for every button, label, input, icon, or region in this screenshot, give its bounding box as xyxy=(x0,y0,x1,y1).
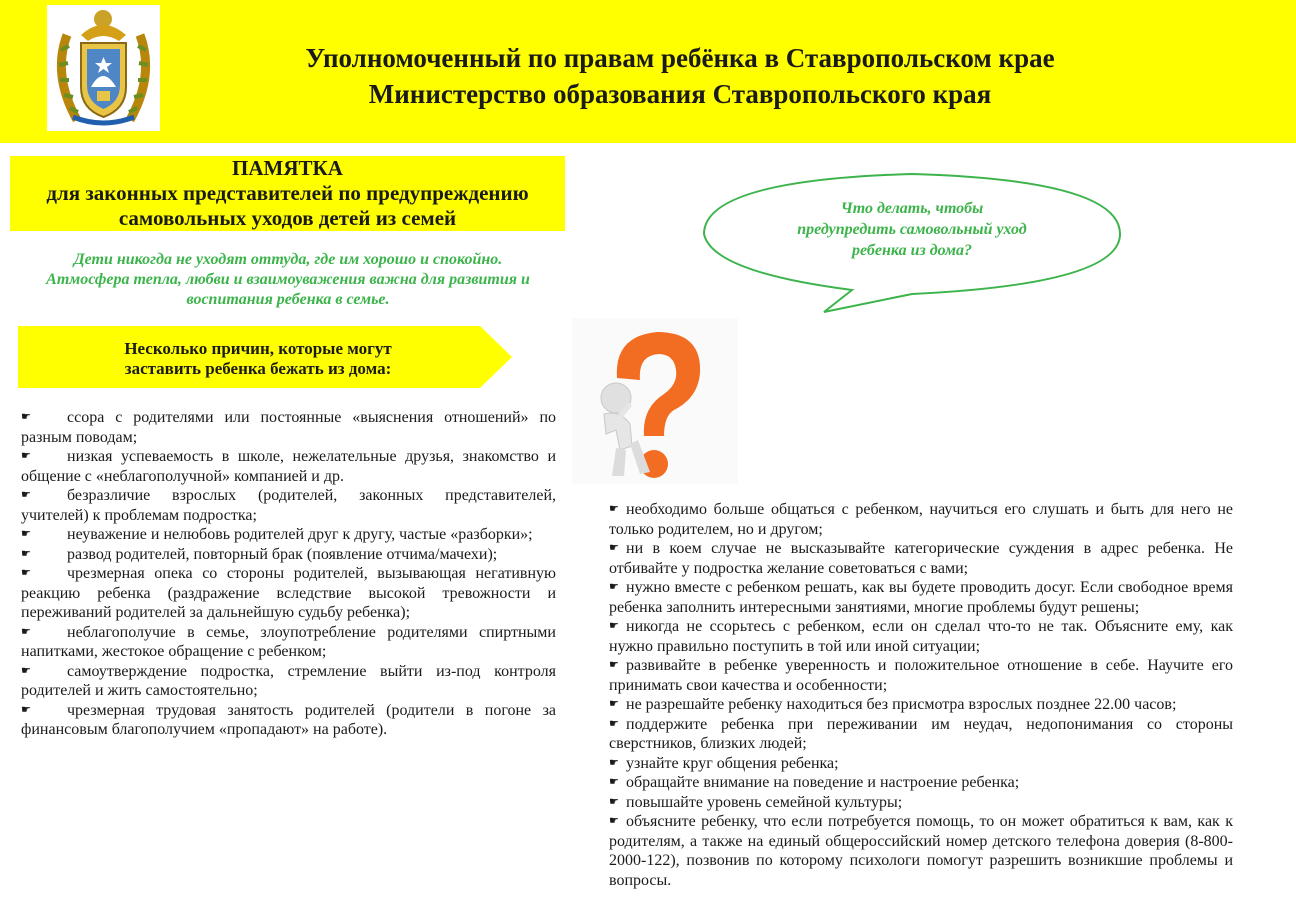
advice-text: необходимо больше общаться с ребенком, научиться его слушать и быть для него не только родителем, но и другом; xyxy=(609,501,1233,538)
bubble-line1: Что делать, чтобы xyxy=(840,200,984,217)
advice-text: развивайте в ребенке уверенность и положительное отношение в себе. Научите его принимать свои качества и особенности; xyxy=(609,657,1233,694)
list-item xyxy=(21,545,556,565)
list-item xyxy=(609,812,1233,890)
reason-text: самоутверждение подростка, стремление выйти из-под контроля родителей и жить самостоятельно; xyxy=(21,662,556,699)
list-item xyxy=(609,617,1233,656)
hand-pointer-icon: ☛ xyxy=(609,698,619,710)
hand-pointer-icon: ☛ xyxy=(609,503,619,515)
memo-title: ПАМЯТКА xyxy=(232,156,343,180)
hand-pointer-icon: ☛ xyxy=(21,489,31,501)
header-title xyxy=(200,40,1160,112)
advice-text: поддержите ребенка при переживании им неудач, недопонимания со стороны сверстников, близких людей; xyxy=(609,715,1233,752)
hand-pointer-icon: ☛ xyxy=(609,795,619,808)
hand-pointer-icon: ☛ xyxy=(21,528,31,540)
hand-pointer-icon: ☛ xyxy=(609,581,619,593)
hand-pointer-icon: ☛ xyxy=(609,776,619,788)
list-item xyxy=(21,662,556,701)
list-item xyxy=(609,773,1233,793)
advice-text: обращайте внимание на поведение и настроение ребенка; xyxy=(626,774,1020,791)
speech-bubble xyxy=(702,172,1122,317)
list-item xyxy=(609,793,1233,813)
hand-pointer-icon: ☛ xyxy=(21,450,31,462)
intro-line2: Атмосфера тепла, любви и взаимоуважения важна для развития и xyxy=(46,271,530,288)
list-item xyxy=(609,715,1233,754)
reason-text: низкая успеваемость в школе, нежелательные друзья, знакомство и общение с «неблагополучной» компанией и др. xyxy=(21,448,556,485)
hand-pointer-icon: ☛ xyxy=(21,567,31,579)
hand-pointer-icon: ☛ xyxy=(21,547,31,560)
reason-text: чрезмерная трудовая занятость родителей (родители в погоне за финансовым благополучием «пропадают» на работе). xyxy=(21,701,556,738)
list-item xyxy=(21,408,556,447)
reason-text: чрезмерная опека со стороны родителей, вызывающая негативную реакцию ребенка (раздражение вследствие высокой тревожности и переживаний родителей за дальнейшую судьбу ребенка); xyxy=(21,565,556,621)
list-item xyxy=(609,539,1233,578)
list-item xyxy=(21,564,556,623)
hand-pointer-icon: ☛ xyxy=(21,703,31,716)
advice-text: не разрешайте ребенку находиться без присмотра взрослых позднее 22.00 часов; xyxy=(626,696,1177,713)
list-item xyxy=(609,656,1233,695)
reasons-heading-arrow xyxy=(18,326,512,388)
hand-pointer-icon: ☛ xyxy=(609,756,619,769)
memo-subtitle-line1: для законных представителей по предупреждению xyxy=(46,181,529,205)
list-item xyxy=(609,695,1233,715)
list-item xyxy=(609,578,1233,617)
hand-pointer-icon: ☛ xyxy=(21,664,31,677)
reason-text: безразличие взрослых (родителей, законных представителей, учителей) к проблемам подростка; xyxy=(21,487,556,524)
header-title-line1: Уполномоченный по правам ребёнка в Ставропольском крае xyxy=(305,43,1055,73)
advice-text: узнайте круг общения ребенка; xyxy=(626,754,839,772)
advice-text: никогда не ссорьтесь с ребенком, если он сделал что-то не так. Объясните ему, как нужно правильно поступить в той или иной ситуации; xyxy=(609,618,1233,655)
advice-list xyxy=(609,500,1233,890)
bubble-text xyxy=(762,198,1062,261)
reason-text: развод родителей, повторный брак (появление отчима/мачехи); xyxy=(67,545,498,563)
reasons-heading-line1: Несколько причин, которые могут xyxy=(124,339,392,358)
bubble-line3: ребенка из дома? xyxy=(852,242,972,259)
list-item xyxy=(609,754,1233,774)
thinking-person-question-mark-icon xyxy=(572,318,738,484)
advice-text: повышайте уровень семейной культуры; xyxy=(626,793,903,811)
reasons-list xyxy=(21,408,556,740)
reason-text: ссора с родителями или постоянные «выяснения отношений» по разным поводам; xyxy=(21,409,556,446)
hand-pointer-icon: ☛ xyxy=(609,815,619,827)
reason-text: неблагополучие в семье, злоупотребление родителями спиртными напитками, жестокое обращение с ребенком; xyxy=(21,623,556,660)
hand-pointer-icon: ☛ xyxy=(21,625,31,638)
header-title-line2: Министерство образования Ставропольского края xyxy=(368,79,992,109)
advice-text: ни в коем случае не высказывайте категорические суждения в адрес ребенка. Не отбивайте у подростка желание советоваться с вами; xyxy=(609,540,1233,577)
list-item xyxy=(21,447,556,486)
reason-text: неуважение и нелюбовь родителей друг к другу, частые «разборки»; xyxy=(67,526,533,543)
list-item xyxy=(21,623,556,662)
hand-pointer-icon: ☛ xyxy=(609,542,619,554)
hand-pointer-icon: ☛ xyxy=(609,620,619,632)
coat-of-arms-icon xyxy=(47,5,160,131)
list-item xyxy=(21,486,556,525)
reasons-heading xyxy=(58,339,458,379)
reasons-heading-line2: заставить ребенка бежать из дома: xyxy=(124,359,392,378)
list-item xyxy=(21,701,556,740)
hand-pointer-icon: ☛ xyxy=(609,717,619,730)
intro-text xyxy=(18,250,558,310)
memo-title-box xyxy=(10,156,565,231)
header-banner xyxy=(0,0,1296,143)
list-item xyxy=(21,525,556,545)
advice-text: нужно вместе с ребенком решать, как вы будете проводить досуг. Если свободное время ребенка заполнить интересными занятиями, многие проблемы будут решены; xyxy=(609,579,1233,616)
bubble-line2: предупредить самовольный уход xyxy=(797,221,1027,238)
list-item xyxy=(609,500,1233,539)
intro-line1: Дети никогда не уходят оттуда, где им хорошо и спокойно. xyxy=(73,251,503,268)
memo-subtitle-line2: самовольных уходов детей из семей xyxy=(118,206,457,230)
intro-line3: воспитания ребенка в семье. xyxy=(186,291,390,308)
hand-pointer-icon: ☛ xyxy=(21,411,31,423)
advice-text: объясните ребенку, что если потребуется помощь, то он может обратиться к вам, как к родителям, а также на единый общероссийский номер детского телефона доверия (8-800-2000-122), позвонив по которому психологи помогут разрешить возникшие проблемы и вопросы. xyxy=(609,813,1233,889)
hand-pointer-icon: ☛ xyxy=(609,659,619,671)
